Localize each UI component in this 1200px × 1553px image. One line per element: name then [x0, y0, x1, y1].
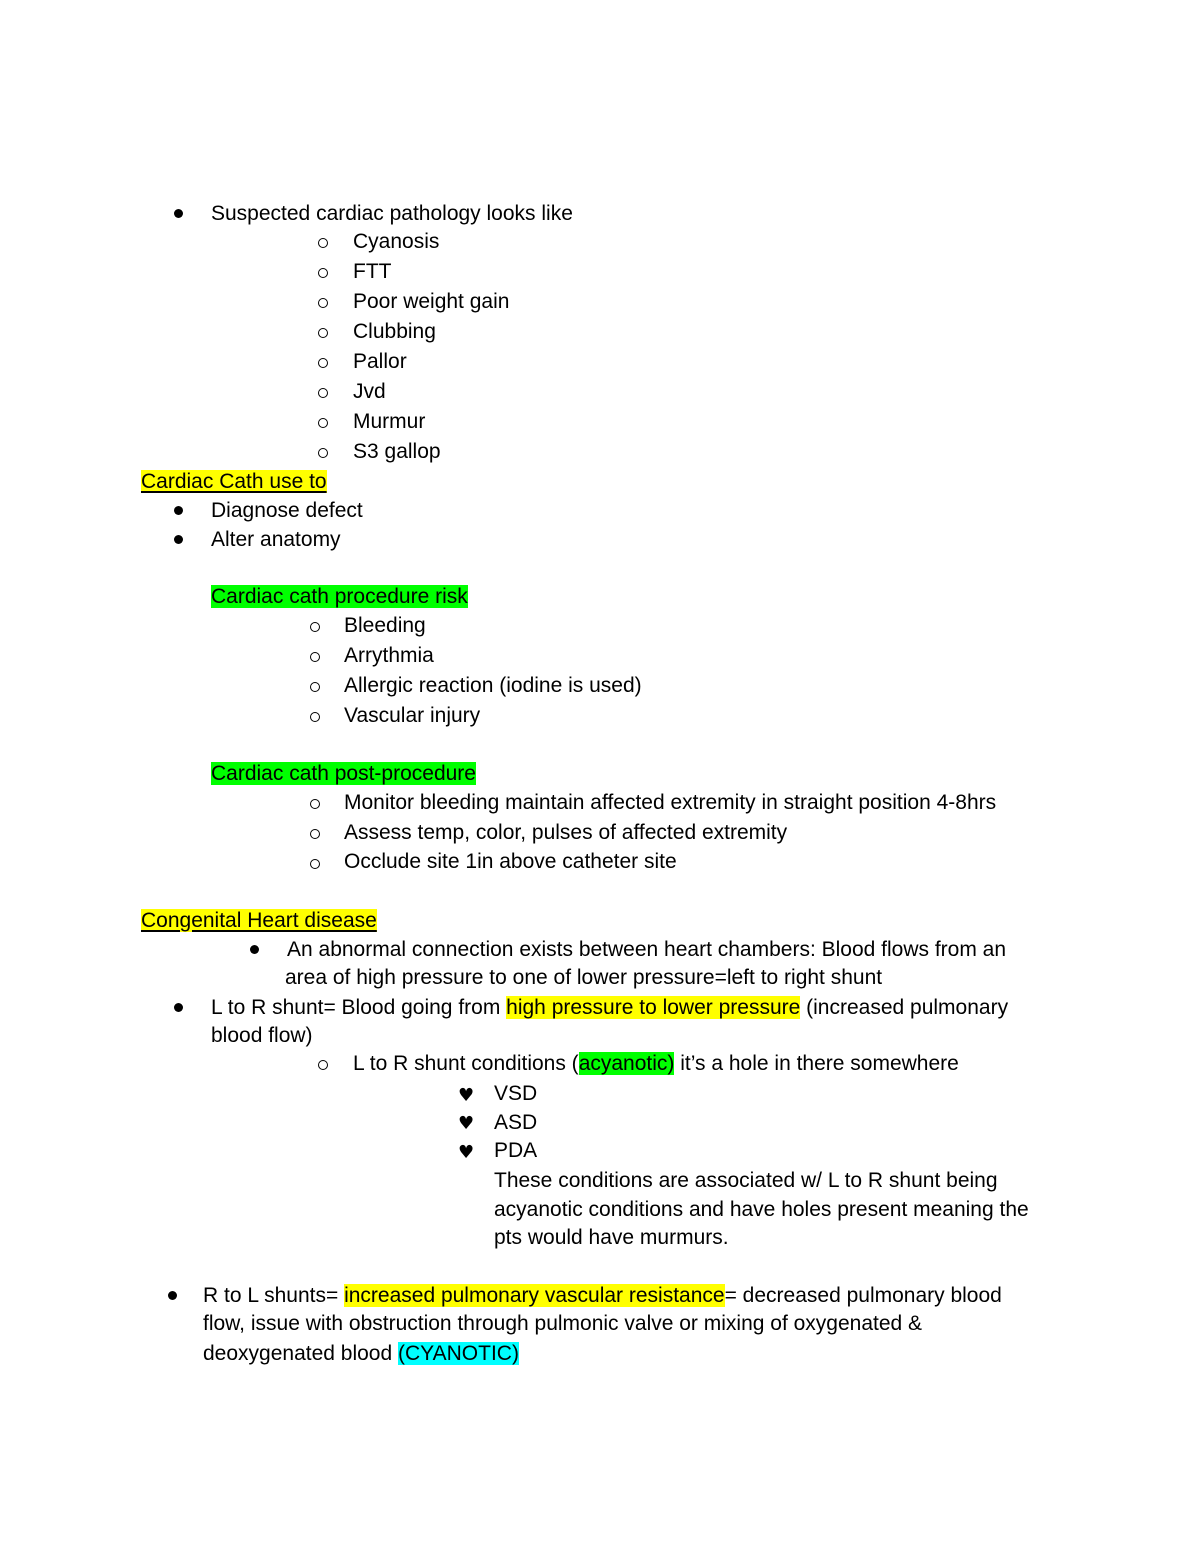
pathology-item: FTT [353, 260, 392, 283]
lr-shunt-line: L to R shunt= Blood going from high pressure to lower pressure (increased pulmonary [211, 996, 1009, 1019]
risk-item: Allergic reaction (iodine is used) [344, 674, 642, 697]
cath-item: Diagnose defect [211, 499, 363, 522]
chd-abnormal-line: An abnormal connection exists between heart chambers: Blood flows from an [287, 938, 1007, 961]
heart-bullet-icon: ♥ [458, 1085, 475, 1106]
bullet-dot [174, 535, 183, 544]
bullet-dot [174, 506, 183, 515]
bullet-circle [318, 418, 328, 428]
condition-item: VSD [494, 1082, 538, 1105]
chd-heading: Congenital Heart disease [141, 909, 377, 932]
bullet-circle [318, 1060, 328, 1070]
risk-heading: Cardiac cath procedure risk [211, 585, 468, 608]
bullet-dot [250, 945, 259, 954]
bullet-circle [318, 388, 328, 398]
post-heading: Cardiac cath post-procedure [211, 762, 476, 785]
post-item: Assess temp, color, pulses of affected extremity [344, 821, 788, 844]
heart-bullet-icon: ♥ [458, 1113, 475, 1134]
cath-heading: Cardiac Cath use to [141, 470, 327, 493]
conditions-note: These conditions are associated w/ L to R shunt being [494, 1169, 998, 1192]
risk-item: Bleeding [344, 614, 426, 637]
lr-shunt-line: blood flow) [211, 1024, 313, 1047]
bullet-circle [310, 682, 320, 692]
rl-shunt-line: R to L shunts= increased pulmonary vascular resistance= decreased pulmonary blood [203, 1284, 1002, 1307]
conditions-note: pts would have murmurs. [494, 1226, 729, 1249]
pathology-item: S3 gallop [353, 440, 441, 463]
condition-item: PDA [494, 1139, 538, 1162]
bullet-circle [318, 298, 328, 308]
heart-bullet-icon: ♥ [458, 1142, 475, 1163]
pathology-heading: Suspected cardiac pathology looks like [211, 202, 573, 225]
pathology-item: Clubbing [353, 320, 436, 343]
pathology-item: Cyanosis [353, 230, 440, 253]
bullet-dot [174, 1003, 183, 1012]
pathology-item: Jvd [353, 380, 386, 403]
bullet-circle [318, 448, 328, 458]
pathology-item: Pallor [353, 350, 407, 373]
bullet-circle [310, 652, 320, 662]
risk-item: Vascular injury [344, 704, 481, 727]
conditions-note: acyanotic conditions and have holes present meaning the [494, 1198, 1029, 1221]
bullet-circle [318, 358, 328, 368]
pathology-item: Poor weight gain [353, 290, 510, 313]
bullet-circle [310, 859, 320, 869]
lr-conditions-line: L to R shunt conditions (acyanotic) it’s a hole in there somewhere [353, 1052, 959, 1075]
risk-item: Arrythmia [344, 644, 434, 667]
bullet-circle [318, 268, 328, 278]
post-item: Occlude site 1in above catheter site [344, 850, 677, 873]
bullet-circle [318, 238, 328, 248]
rl-shunt-line: deoxygenated blood (CYANOTIC) [203, 1342, 519, 1365]
bullet-circle [318, 328, 328, 338]
bullet-circle [310, 799, 320, 809]
bullet-dot [168, 1291, 177, 1300]
post-item: Monitor bleeding maintain affected extremity in straight position 4-8hrs [344, 791, 997, 814]
bullet-dot [174, 209, 183, 218]
rl-shunt-line: flow, issue with obstruction through pulmonic valve or mixing of oxygenated & [203, 1312, 923, 1335]
bullet-circle [310, 622, 320, 632]
bullet-circle [310, 829, 320, 839]
bullet-circle [310, 712, 320, 722]
condition-item: ASD [494, 1111, 538, 1134]
pathology-item: Murmur [353, 410, 426, 433]
chd-abnormal-line: area of high pressure to one of lower pressure=left to right shunt [285, 966, 883, 989]
cath-item: Alter anatomy [211, 528, 341, 551]
